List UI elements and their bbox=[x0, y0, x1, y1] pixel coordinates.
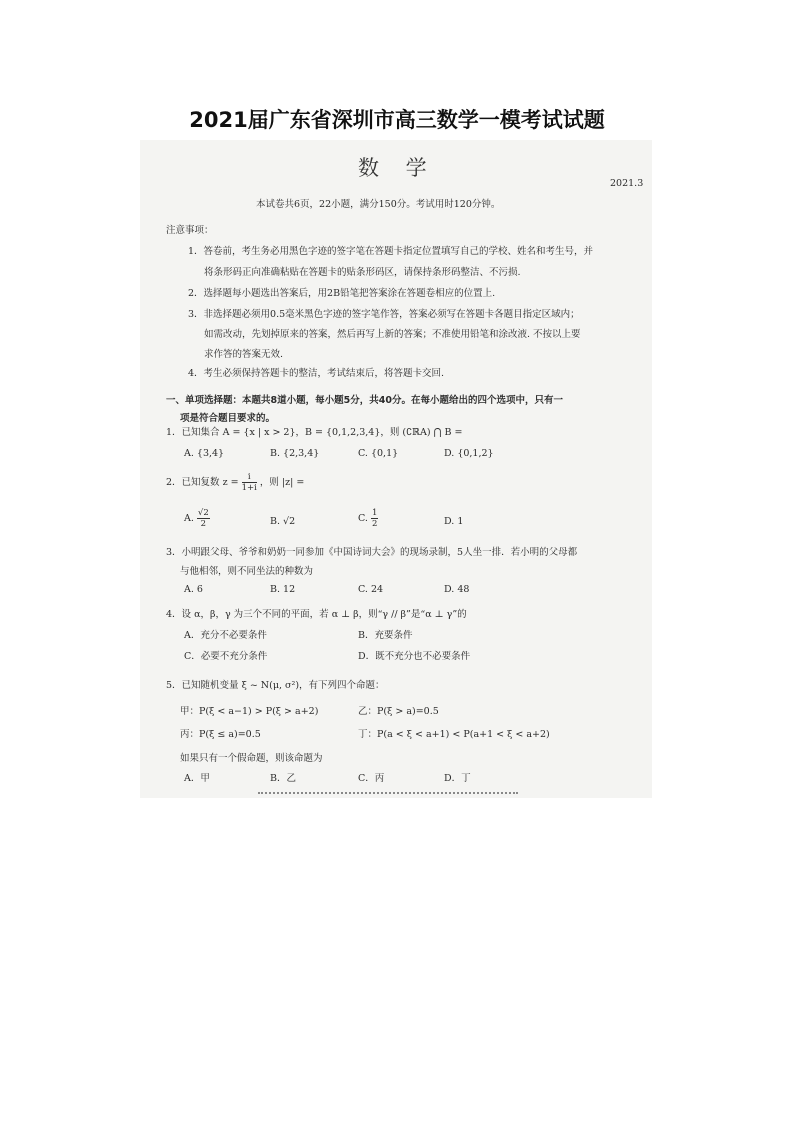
q3-option-a: A. 6 bbox=[184, 584, 203, 595]
page-footer-cropped bbox=[258, 792, 518, 797]
q5-option-d: D．丁 bbox=[444, 773, 471, 784]
question-3-stem: 3．小明跟父母、爷爷和奶奶一同参加《中国诗词大会》的现场录制，5人坐一排．若小明的父母都 bbox=[166, 547, 578, 558]
q2-stem-suffix: ，则 |z| = bbox=[259, 477, 305, 488]
section-heading-cont: 项是符合题目要求的。 bbox=[180, 413, 276, 424]
scanned-exam-page bbox=[140, 140, 652, 798]
q3-option-b: B. 12 bbox=[270, 584, 296, 595]
note-line: 4．考生必须保持答题卡的整洁，考试结束后，将答题卡交回. bbox=[188, 368, 445, 379]
q4-option-c: C．必要不充分条件 bbox=[184, 651, 268, 662]
question-2-stem bbox=[166, 472, 304, 493]
document-title: 2021届广东省深圳市高三数学一模考试试题 bbox=[189, 108, 605, 132]
q2-stem-prefix: 2．已知复数 z = bbox=[166, 477, 239, 488]
note-line: 1．答卷前，考生务必用黑色字迹的签字笔在答题卡指定位置填写自己的学校、姓名和考生号，并 bbox=[188, 246, 594, 257]
q2-option-b: B. √2 bbox=[270, 516, 296, 527]
q2-fraction-numerator: i bbox=[242, 472, 257, 483]
q2-option-a-denominator: 2 bbox=[200, 519, 207, 529]
q3-option-d: D. 48 bbox=[444, 584, 470, 595]
question-1-stem: 1．已知集合 A = {x | x > 2}，B = {0,1,2,3,4}，则 (∁ℝA) ⋂ B = bbox=[166, 427, 463, 438]
q2-option-c-label: C. bbox=[358, 513, 368, 524]
note-line: 2．选择题每小题选出答案后，用2B铅笔把答案涂在答题卷相应的位置上. bbox=[188, 288, 496, 299]
q2-option-c bbox=[358, 508, 378, 529]
question-5-stem: 5．已知随机变量 ξ ~ N(μ, σ²)，有下列四个命题： bbox=[166, 680, 385, 691]
q5-option-a: A．甲 bbox=[184, 773, 210, 784]
exam-info: 本试卷共6页，22小题，满分150分。考试用时120分钟。 bbox=[256, 199, 501, 210]
q5-option-b: B．乙 bbox=[270, 773, 296, 784]
q5-proposition-yi: 乙：P(ξ > a)=0.5 bbox=[358, 706, 439, 717]
question-4-stem: 4．设 α，β，γ 为三个不同的平面，若 α ⊥ β，则“γ // β”是“α ⊥ γ”的 bbox=[166, 609, 467, 620]
q4-option-d: D．既不充分也不必要条件 bbox=[358, 651, 471, 662]
note-line: 如需改动，先划掉原来的答案，然后再写上新的答案；不准使用铅笔和涂改液. 不按以上要 bbox=[204, 329, 581, 340]
q2-option-c-denominator: 2 bbox=[371, 519, 378, 529]
q1-option-d: D. {0,1,2} bbox=[444, 448, 494, 459]
note-line: 3．非选择题必须用0.5毫米黑色字迹的签字笔作答，答案必须写在答题卡各题目指定区域内； bbox=[188, 309, 580, 320]
subject-heading: 数 学 bbox=[358, 156, 437, 180]
q4-option-b: B．充要条件 bbox=[358, 630, 413, 641]
q3-option-c: C. 24 bbox=[358, 584, 384, 595]
note-line: 求作答的答案无效. bbox=[204, 349, 284, 360]
q2-fraction bbox=[242, 472, 257, 493]
section-heading: 一、单项选择题：本题共8道小题，每小题5分，共40分。在每小题给出的四个选项中，只有一 bbox=[166, 395, 563, 406]
q2-option-a-numerator: √2 bbox=[197, 508, 209, 518]
q2-option-c-numerator: 1 bbox=[371, 508, 378, 518]
exam-date: 2021.3 bbox=[610, 178, 644, 189]
q5-proposition-jia: 甲：P(ξ < a−1) > P(ξ > a+2) bbox=[180, 706, 319, 717]
q2-option-a-label: A. bbox=[184, 513, 194, 524]
q2-option-d: D. 1 bbox=[444, 516, 464, 527]
question-3-stem-cont: 与他相邻，则不同坐法的种数为 bbox=[180, 566, 314, 577]
q4-option-a: A．充分不必要条件 bbox=[184, 630, 267, 641]
q1-option-c: C. {0,1} bbox=[358, 448, 399, 459]
q2-option-a-fraction bbox=[197, 508, 210, 529]
q1-option-a: A. {3,4} bbox=[184, 448, 225, 459]
note-line: 将条形码正向准确粘贴在答题卡的贴条形码区，请保持条形码整洁、不污损. bbox=[204, 267, 521, 278]
q2-fraction-denominator: 1+i bbox=[241, 483, 257, 493]
question-5-tail: 如果只有一个假命题，则该命题为 bbox=[180, 753, 323, 764]
notes-heading: 注意事项： bbox=[166, 225, 214, 236]
q5-proposition-ding: 丁：P(a < ξ < a+1) < P(a+1 < ξ < a+2) bbox=[358, 729, 550, 740]
q5-option-c: C．丙 bbox=[358, 773, 385, 784]
q5-proposition-bing: 丙：P(ξ ≤ a)=0.5 bbox=[180, 729, 261, 740]
q1-option-b: B. {2,3,4} bbox=[270, 448, 320, 459]
q2-option-c-fraction bbox=[371, 508, 378, 529]
q2-option-a bbox=[184, 508, 210, 529]
